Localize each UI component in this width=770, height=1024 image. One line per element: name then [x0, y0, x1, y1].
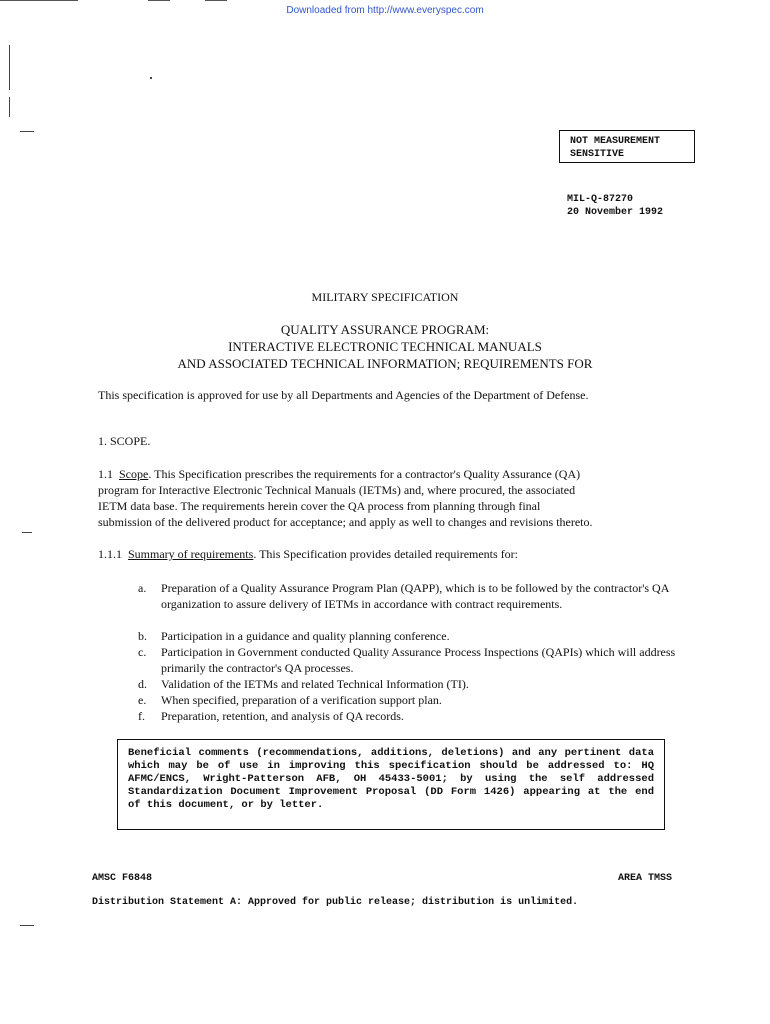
scan-margin-mark: [20, 131, 34, 132]
item-text: Preparation of a Quality Assurance Program Plan (QAPP), which is to be followed by the contractor's QA organization to assure delivery of IETMs in accordance with contract requirements.: [161, 581, 669, 611]
item-text: Participation in a guidance and quality planning conference.: [161, 629, 450, 643]
paragraph-1-1-1: [98, 546, 698, 562]
requirement-item: [138, 676, 693, 692]
document-date: 20 November 1992: [567, 207, 664, 218]
paragraph-title: Summary of requirements: [128, 547, 254, 561]
item-text: When specified, preparation of a verification support plan.: [161, 693, 442, 707]
paragraph-line: [98, 466, 698, 482]
paragraph-1-1: [98, 466, 698, 530]
item-text: Validation of the IETMs and related Technical Information (TI).: [161, 677, 469, 691]
amsc-number: AMSC F6848: [92, 873, 153, 884]
paragraph-line: submission of the delivered product for acceptance; and apply as well to changes and revisions thereto.: [98, 515, 593, 529]
paragraph-text: . This Specification provides detailed requirements for:: [253, 547, 519, 561]
requirement-item: [138, 628, 693, 644]
spec-type: MILITARY SPECIFICATION: [311, 290, 459, 304]
paragraph-title: Scope: [119, 467, 149, 481]
document-title: [0, 321, 770, 372]
item-text: Participation in Government conducted Quality Assurance Process Inspections (QAPIs) which will address primarily the contractor's QA processes.: [161, 645, 676, 675]
scan-margin-mark: [9, 97, 10, 117]
title-line-1: QUALITY ASSURANCE PROGRAM:: [280, 322, 490, 337]
title-line-2: INTERACTIVE ELECTRONIC TECHNICAL MANUALS: [228, 339, 542, 354]
item-text: Preparation, retention, and analysis of QA records.: [161, 709, 404, 723]
paragraph-line: program for Interactive Electronic Technical Manuals (IETMs) and, where procured, the associated: [98, 483, 576, 497]
requirement-item: [138, 708, 693, 724]
approval-statement: This specification is approved for use by all Departments and Agencies of the Department of Defense.: [98, 388, 589, 402]
document-identifier: [567, 193, 663, 219]
paragraph-number: 1.1.1: [98, 547, 122, 561]
download-source-link[interactable]: Downloaded from http://www.everyspec.com: [286, 5, 484, 16]
title-line-3: AND ASSOCIATED TECHNICAL INFORMATION; REQUIREMENTS FOR: [177, 356, 593, 371]
scan-margin-mark: [20, 925, 34, 926]
scan-margin-mark: [150, 77, 152, 79]
item-letter: d.: [138, 677, 147, 691]
item-letter: c.: [138, 645, 147, 659]
paragraph-number: 1.1: [98, 467, 113, 481]
requirement-item: [138, 580, 693, 612]
requirement-item: [138, 644, 693, 676]
paragraph-text: . This Specification prescribes the requirements for a contractor's Quality Assurance (QA): [148, 467, 581, 481]
scan-border-line: [148, 0, 170, 1]
beneficial-comments-box: Beneficial comments (recommendations, additions, deletions) and any pertinent data which may be of use in improving this specification should be addressed to: HQ AFMC/ENCS, Wright-Patterson AFB, OH 45433-5001; by using the self addressed Standardization Document Improvement Proposal (DD Form 1426) appearing at the end of this document, or by letter.: [117, 739, 665, 830]
item-letter: e.: [138, 693, 147, 707]
paragraph-line: IETM data base. The requirements herein cover the QA process from planning through final: [98, 499, 541, 513]
item-letter: a.: [138, 581, 147, 595]
scan-margin-mark: [22, 532, 32, 533]
measurement-sensitivity-stamp: [559, 130, 695, 163]
item-letter: b.: [138, 629, 147, 643]
scan-border-line: [205, 0, 227, 1]
item-letter: f.: [138, 709, 145, 723]
stamp-line-1: NOT MEASUREMENT: [570, 136, 661, 147]
area-code: AREA TMSS: [618, 873, 673, 884]
stamp-line-2: SENSITIVE: [570, 149, 625, 160]
distribution-statement: Distribution Statement A: Approved for public release; distribution is unlimited.: [92, 897, 579, 908]
document-number: MIL-Q-87270: [567, 194, 634, 205]
requirement-item: [138, 692, 693, 708]
section-heading-scope: 1. SCOPE.: [98, 434, 151, 448]
scan-margin-mark: [9, 45, 10, 90]
scan-border-line: [0, 0, 78, 1]
